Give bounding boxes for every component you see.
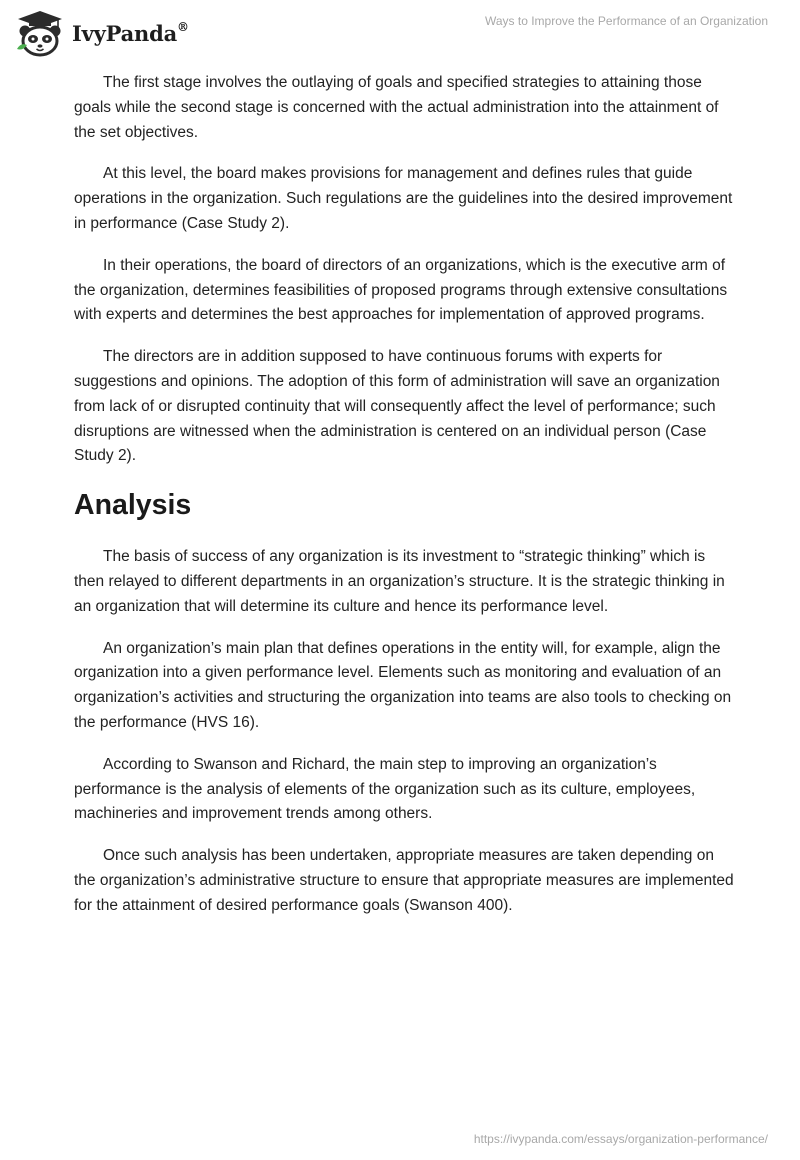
essay-content [74,71,734,936]
paragraph: According to Swanson and Richard, the main step to improving an organization’s performance is the analysis of elements of the organization such as its culture, employees, machineries and improvement trends among others. [74,755,696,823]
source-url[interactable]: https://ivypanda.com/essays/organization-performance/ [473,1132,768,1146]
registered-mark: ® [177,19,189,34]
paragraph: In their operations, the board of directors of an organizations, which is the executive arm of the organization, determines feasibilities of proposed programs through extensive consultations with experts and determines the best approaches for implementation of approved programs. [74,256,728,324]
paragraph: The directors are in addition supposed to have continuous forums with experts for suggestions and opinions. The adoption of this form of administration will save an organization from lack of or disrupted continuity that will consequently affect the level of performance; such disruptions are witnessed when the administration is centered on an individual person (Case Study 2). [74,348,720,465]
ivypanda-logo[interactable] [14,8,189,58]
paragraph: At this level, the board makes provisions for management and defines rules that guide operations in the organization. Such regulations are the guidelines into the desired improvement in performance (Case Study 2). [74,165,733,232]
paragraph: An organization’s main plan that defines operations in the entity will, for example, align the organization into a given performance level. Elements such as monitoring and evaluation of an organization’s activities and structuring the organization into teams are also tools to checking on the performance (HVS 16). [74,639,732,731]
paragraph: Once such analysis has been undertaken, appropriate measures are taken depending on the organization’s administrative structure to ensure that appropriate measures are implemented for the attainment of desired performance goals (Swanson 400). [74,847,734,914]
brand-name: IvyPanda® [72,19,189,46]
page-header [0,0,800,64]
paragraph: The basis of success of any organization is its investment to “strategic thinking” which is then relayed to different departments in an organization’s structure. It is the strategic thinking in an organization that will determine its culture and hence its performance level. [74,548,725,615]
paragraph: The first stage involves the outlaying of goals and specified strategies to attaining those goals while the second stage is concerned with the actual administration into the attainment of the set objectives. [74,74,719,141]
document-title: Ways to Improve the Performance of an Organization [484,14,768,28]
section-heading-analysis: Analysis [74,489,192,522]
panda-graduate-icon [14,9,66,57]
